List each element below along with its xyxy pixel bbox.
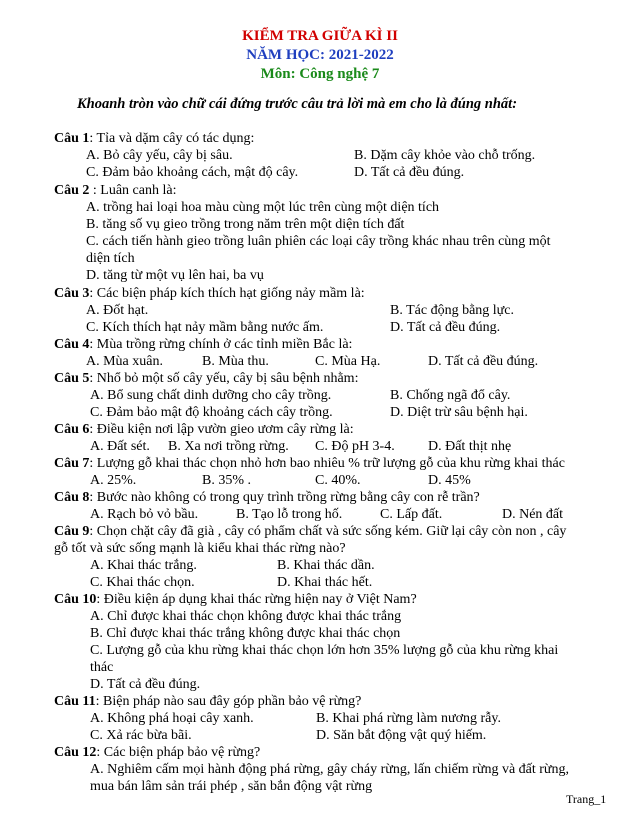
option: A. Rạch bỏ vỏ bầu. — [90, 507, 199, 522]
option: A. Khai thác trắng. — [90, 558, 197, 573]
instruction: Khoanh tròn vào chữ cái đứng trước câu trả lời mà em cho là đúng nhất: — [77, 96, 518, 112]
exam-title: KIỂM TRA GIỮA KÌ II — [242, 28, 398, 44]
option: A. trồng hai loại hoa màu cùng một lúc trên cùng một diện tích — [86, 200, 440, 215]
question-label: Câu 6 — [54, 422, 90, 437]
subject: Môn: Công nghệ 7 — [260, 66, 380, 82]
question-9-cont: gỗ tốt và sức sống mạnh là kiểu khai thác rừng nào? — [54, 541, 346, 556]
question-7: Câu 7: Lượng gỗ khai thác chọn nhỏ hơn bao nhiêu % trữ lượng gỗ của khu rừng khai thác — [54, 456, 565, 471]
option: B. Dặm cây khỏe vào chỗ trống. — [354, 148, 536, 163]
question-3: Câu 3: Các biện pháp kích thích hạt giống nảy mầm là: — [54, 286, 365, 301]
option: C. Đảm bảo khoảng cách, mật độ cây. — [86, 165, 299, 180]
option: B. Khai phá rừng làm nương rẫy. — [316, 711, 501, 726]
option: B. Mùa thu. — [202, 354, 269, 369]
question-5: Câu 5: Nhổ bỏ một số cây yếu, cây bị sâu bệnh nhằm: — [54, 371, 359, 386]
option: diện tích — [86, 251, 135, 266]
question-label: Câu 8 — [54, 490, 90, 505]
option: A. Không phá hoại cây xanh. — [90, 711, 254, 726]
question-label: Câu 12 — [54, 745, 97, 760]
option: D. Khai thác hết. — [277, 575, 373, 590]
question-1: Câu 1: Tỉa và dặm cây có tác dụng: — [54, 131, 255, 146]
option: A. Đất sét. — [90, 439, 150, 454]
option: D. Tất cả đều đúng. — [428, 354, 539, 369]
question-label: Câu 7 — [54, 456, 90, 471]
option: D. 45% — [428, 473, 471, 488]
question-9: Câu 9: Chọn chặt cây đã già , cây có phẩm chất và sức sống kém. Giữ lại cây còn non , cây — [54, 524, 567, 539]
option: C. Kích thích hạt nảy mầm bằng nước ấm. — [86, 320, 324, 335]
option: B. Chỉ được khai thác trắng không được khai thác chọn — [90, 626, 401, 641]
option: D. Tất cả đều đúng. — [354, 165, 465, 180]
option: thác — [90, 660, 114, 675]
option: D. tăng từ một vụ lên hai, ba vụ — [86, 268, 264, 283]
option: C. Mùa Hạ. — [315, 354, 381, 369]
option: A. Bổ sung chất dinh dưỡng cho cây trồng. — [90, 388, 332, 403]
option: B. Chống ngã đổ cây. — [390, 388, 511, 403]
option: A. Mùa xuân. — [86, 354, 163, 369]
option: B. Tạo lỗ trong hố. — [236, 507, 343, 522]
option: A. Đốt hạt. — [86, 303, 149, 318]
question-8: Câu 8: Bước nào không có trong quy trình trồng rừng bằng cây con rễ trần? — [54, 490, 480, 505]
option: B. tăng số vụ gieo trồng trong năm trên một diện tích đất — [86, 217, 405, 232]
option: C. cách tiến hành gieo trồng luân phiên các loại cây trồng khác nhau trên cùng một — [86, 234, 551, 249]
question-4: Câu 4: Mùa trồng rừng chính ở các tỉnh miền Bắc là: — [54, 337, 353, 352]
question-label: Câu 5 — [54, 371, 90, 386]
question-11: Câu 11: Biện pháp nào sau đây góp phần bảo vệ rừng? — [54, 694, 362, 709]
question-10: Câu 10: Điều kiện áp dụng khai thác rừng hiện nay ở Việt Nam? — [54, 592, 417, 607]
option: B. Xa nơi trồng rừng. — [168, 439, 289, 454]
option: D. Đất thịt nhẹ — [428, 439, 512, 454]
option: A. 25%. — [90, 473, 137, 488]
option: D. Săn bắt động vật quý hiếm. — [316, 728, 487, 743]
option: B. 35% . — [202, 473, 251, 488]
option: D. Tất cả đều đúng. — [390, 320, 501, 335]
option: C. Lấp đất. — [380, 507, 443, 522]
school-year: NĂM HỌC: 2021-2022 — [246, 47, 394, 63]
question-label: Câu 4 — [54, 337, 90, 352]
question-label: Câu 1 — [54, 131, 90, 146]
question-2: Câu 2 : Luân canh là: — [54, 183, 177, 198]
option: A. Nghiêm cấm mọi hành động phá rừng, gây cháy rừng, lấn chiếm rừng và đất rừng, — [90, 762, 570, 777]
question-6: Câu 6: Điều kiện nơi lập vườn gieo ươm cây rừng là: — [54, 422, 354, 437]
option: D. Nén đất — [502, 507, 564, 522]
question-12: Câu 12: Các biện pháp bảo vệ rừng? — [54, 745, 261, 760]
option: C. Độ pH 3-4. — [315, 439, 395, 454]
question-label: Câu 11 — [54, 694, 96, 709]
option: C. 40%. — [315, 473, 361, 488]
option: A. Chỉ được khai thác chọn không được khai thác trắng — [90, 609, 402, 624]
question-label: Câu 3 — [54, 286, 90, 301]
option: C. Xả rác bừa bãi. — [90, 728, 192, 743]
option: D. Tất cả đều đúng. — [90, 677, 201, 692]
question-label: Câu 2 — [54, 183, 90, 198]
option: C. Đảm bảo mật độ khoảng cách cây trồng. — [90, 405, 333, 420]
option: C. Lượng gỗ của khu rừng khai thác chọn lớn hơn 35% lượng gỗ của khu rừng khai — [90, 643, 559, 658]
question-label: Câu 10 — [54, 592, 97, 607]
option: A. Bỏ cây yếu, cây bị sâu. — [86, 148, 233, 163]
option: B. Khai thác dần. — [277, 558, 375, 573]
option: B. Tác động bằng lực. — [390, 303, 514, 318]
question-label: Câu 9 — [54, 524, 90, 539]
option: D. Diệt trừ sâu bệnh hại. — [390, 405, 528, 420]
option: C. Khai thác chọn. — [90, 575, 195, 590]
option: mua bán lâm sản trái phép , săn bắn động vật rừng — [90, 779, 373, 794]
page-number: Trang_1 — [566, 792, 607, 806]
